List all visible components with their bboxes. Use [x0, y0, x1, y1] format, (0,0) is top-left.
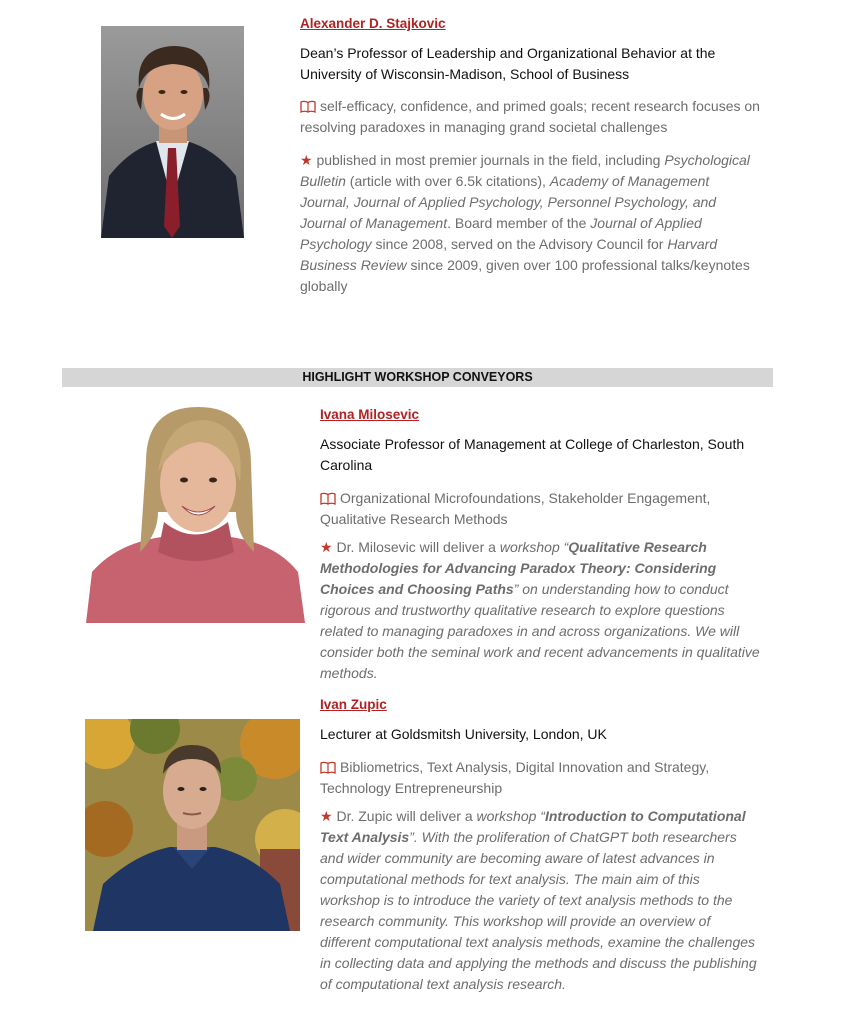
star-icon: ★ — [320, 539, 333, 555]
research-interests — [300, 96, 770, 138]
interests-text: Bibliometrics, Text Analysis, Digital Innovation and Strategy, Technology Entrepreneurship — [320, 759, 710, 796]
bio-text: (article with over 6.5k citations), — [345, 173, 550, 189]
workshop-text-italic: workshop “ — [476, 808, 545, 824]
research-interests — [320, 488, 760, 530]
person-title: Associate Professor of Management at College of Charleston, South Carolina — [320, 436, 745, 473]
person-title: Lecturer at Goldsmitsh University, London, UK — [320, 726, 607, 742]
star-icon: ★ — [320, 808, 333, 824]
person-name-ivana-milosevic[interactable]: Ivana Milosevic — [320, 407, 420, 422]
star-icon: ★ — [300, 152, 313, 168]
workshop-text: Dr. Milosevic will deliver a — [332, 539, 500, 555]
bio-text: since 2009, given over 100 professional talks/keynotes globally — [300, 257, 750, 294]
book-icon — [300, 100, 316, 113]
bio-text: published in most premier journals in the field, including — [312, 152, 665, 168]
interests-text: Organizational Microfoundations, Stakeholder Engagement, Qualitative Research Methods — [320, 490, 711, 527]
workshop-text-italic: ”. With the proliferation of ChatGPT both researchers and wider community are becoming aware of latest advances in computational methods for text analysis. The main aim of this workshop is to introduce the variety of text analysis methods to the research community. This workshop will provide an overview of different computational text analysis methods, examine the challenges in collecting data and applying the methods and discuss the publishing of computational text analysis research. — [320, 829, 757, 992]
portrait-image — [86, 402, 305, 623]
portrait-ivana-milosevic — [86, 402, 305, 623]
person-name-alexander-stajkovic[interactable]: Alexander D. Stajkovic — [300, 16, 446, 31]
workshop-title: Qualitative Research Methodologies for Advancing Paradox Theory: Considering Choices and Choosing Paths — [320, 539, 717, 597]
bio-text: . Board member of the — [447, 215, 591, 231]
bio-text: since 2008, served on the Advisory Council for — [371, 236, 668, 252]
workshop-title: Introduction to Computational Text Analysis — [320, 808, 746, 845]
workshop-text-italic: workshop “ — [499, 539, 569, 555]
workshop-description — [320, 806, 760, 995]
bio-journal: Journal of Applied Psychology — [300, 215, 702, 252]
portrait-image — [101, 26, 244, 238]
bio-paragraph — [300, 150, 762, 297]
bio-journals-list: Academy of Management Journal, Journal of Applied Psychology, Personnel Psychology, and Journal of Management — [300, 173, 717, 231]
portrait-ivan-zupic — [85, 719, 300, 931]
person-title: Dean’s Professor of Leadership and Organizational Behavior at the University of Wisconsin-Madison, School of Business — [300, 45, 716, 82]
workshop-text: Dr. Zupic will deliver a — [332, 808, 477, 824]
bio-journal: Psychological Bulletin — [300, 152, 750, 189]
workshop-text-italic: ” on understanding how to conduct rigorous and trustworthy qualitative research to explore questions related to managing paradoxes in and across organizations. We will consider both the seminal work and recent advancements in qualitative methods. — [320, 581, 760, 681]
portrait-image — [85, 719, 300, 931]
interests-text: self-efficacy, confidence, and primed goals; recent research focuses on resolving paradoxes in managing grand societal challenges — [300, 98, 760, 135]
bio-journal: Harvard Business Review — [300, 236, 718, 273]
book-icon — [320, 761, 336, 774]
section-heading-banner: HIGHLIGHT WORKSHOP CONVEYORS — [62, 368, 773, 387]
book-icon — [320, 492, 336, 505]
person-name-ivan-zupic[interactable]: Ivan Zupic — [320, 697, 387, 712]
research-interests — [320, 757, 760, 799]
portrait-alexander-stajkovic — [101, 26, 244, 238]
workshop-description — [320, 537, 760, 684]
